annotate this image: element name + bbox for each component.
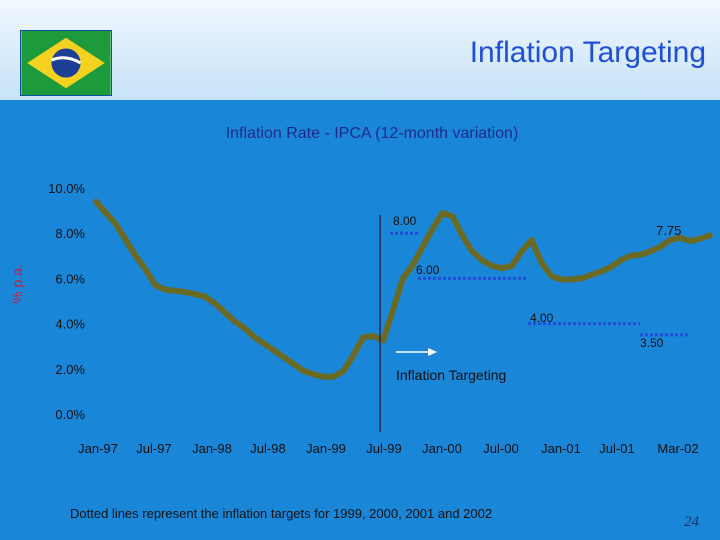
- end-value-label: 7.75: [656, 223, 682, 238]
- x-tick-label: Jan-00: [422, 441, 462, 456]
- x-axis-ticks: [78, 441, 698, 456]
- target-label: 4.00: [530, 311, 554, 325]
- y-tick-label: 2.0%: [55, 361, 85, 377]
- x-tick-label: Jan-98: [192, 441, 232, 456]
- y-tick-label: 4.0%: [55, 316, 85, 332]
- y-tick-label: 0.0%: [55, 407, 85, 422]
- annotation-label: Inflation Targeting: [396, 367, 507, 383]
- x-tick-label: Jul-97: [136, 441, 172, 456]
- x-tick-label: Jan-01: [541, 441, 581, 456]
- x-tick-label: Jul-00: [483, 441, 519, 456]
- x-tick-label: Jul-01: [599, 441, 635, 456]
- slide-title: Inflation Targeting: [469, 36, 706, 69]
- arrow-head-icon: [428, 348, 437, 356]
- y-tick-label: 8.0%: [55, 226, 85, 242]
- target-lines: [390, 214, 690, 350]
- x-tick-label: Jan-97: [78, 441, 118, 456]
- chart-title: Inflation Rate - IPCA (12-month variation): [225, 125, 519, 142]
- target-label: 8.00: [393, 214, 417, 228]
- x-tick-label: Jan-99: [306, 441, 346, 456]
- target-label: 3.50: [640, 336, 664, 350]
- y-axis-label: % p.a.: [9, 264, 25, 304]
- y-tick-label: 10.0%: [48, 181, 85, 196]
- slide-number: 24: [684, 514, 699, 530]
- x-tick-label: Jul-99: [366, 441, 402, 456]
- y-tick-label: 6.0%: [55, 271, 85, 287]
- y-axis-ticks: [48, 181, 85, 422]
- x-tick-label: Jul-98: [250, 441, 286, 456]
- footnote: Dotted lines represent the inflation targets for 1999, 2000, 2001 and 2002: [70, 506, 493, 521]
- x-tick-label: Mar-02: [657, 441, 699, 456]
- target-label: 6.00: [416, 263, 440, 277]
